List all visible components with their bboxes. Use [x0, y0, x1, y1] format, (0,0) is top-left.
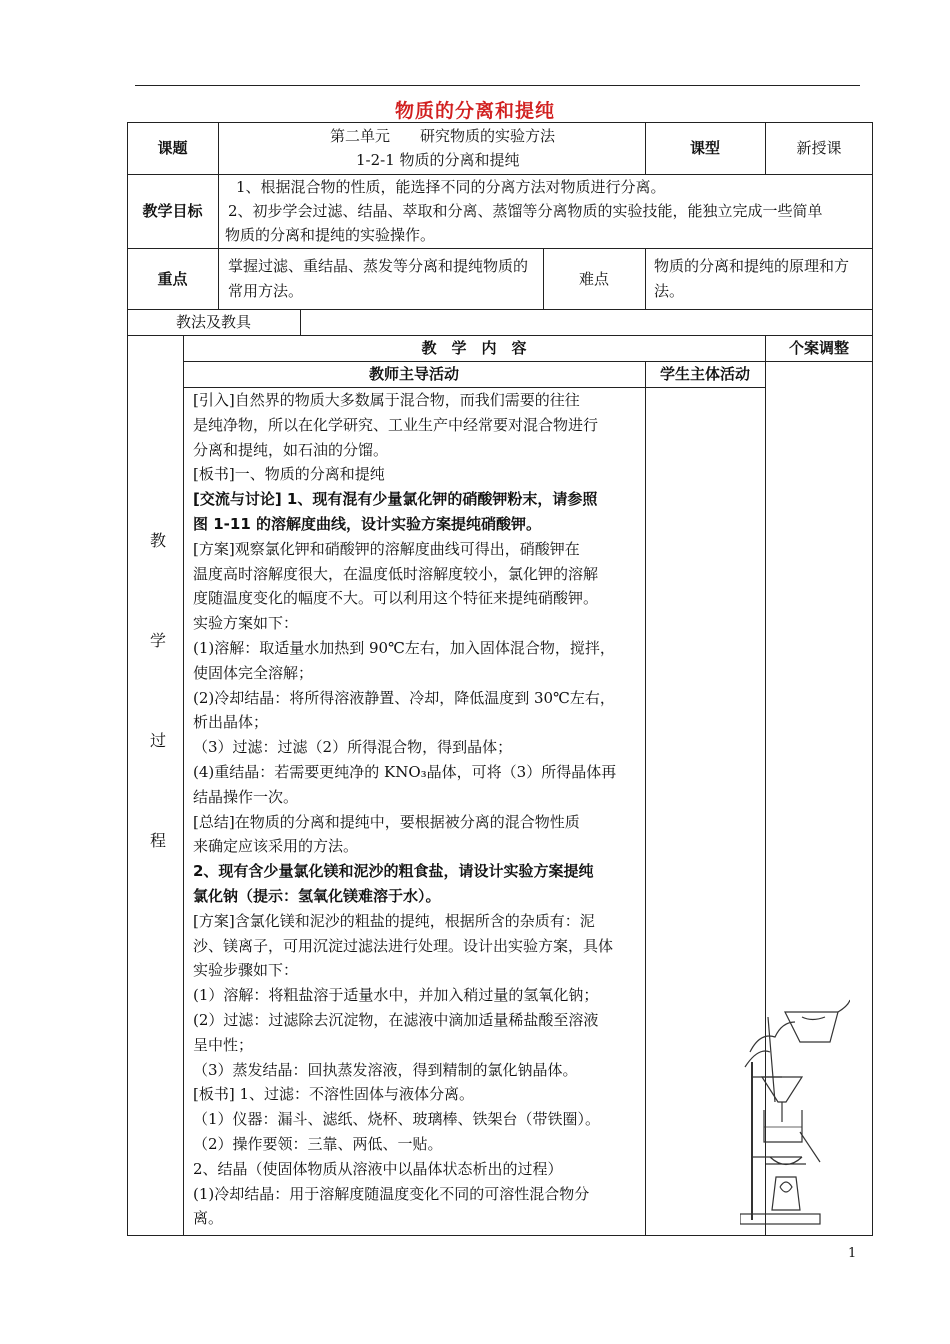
content-line: (2)冷却结晶：将所得溶液静置、冷却，降低温度到 30℃左右， [193, 688, 615, 707]
content-line: (1)冷却结晶：用于溶解度随温度变化不同的可溶性混合物分 [193, 1184, 590, 1203]
key-point-label: 重点 [157, 269, 188, 288]
content-line: （3）过滤：过滤（2）所得混合物，得到晶体； [193, 738, 513, 757]
difficulty-label: 难点 [578, 269, 609, 288]
content-line: (4)重结晶：若需要更纯净的 KNO₃晶体，可将（3）所得晶体再 [193, 762, 617, 781]
content-line: 沙、镁离子，可用沉淀过滤法进行处理。设计出实验方案，具体 [193, 936, 614, 955]
objective-line-1: 1、根据混合物的性质，能选择不同的分离方法对物质进行分离。 [236, 178, 666, 196]
content-line: [方案]含氯化镁和泥沙的粗盐的提纯，根据所含的杂质有：泥 [193, 911, 595, 930]
content-line: 分离和提纯，如石油的分馏。 [193, 440, 389, 459]
header-rule [135, 85, 860, 86]
adjust-header: 个案调整 [788, 339, 849, 357]
content-line: 结晶操作一次。 [193, 787, 299, 806]
content-line: 离。 [193, 1209, 224, 1228]
difficulty-text: 物质的分离和提纯的原理和方法。 [654, 257, 850, 300]
topic-label: 课题 [157, 139, 188, 157]
topic-line-1: 第二单元 研究物质的实验方法 [330, 127, 556, 145]
process-label-char-1: 教 [149, 531, 166, 550]
process-label-char-4: 程 [149, 831, 166, 850]
methods-label: 教法及教具 [175, 313, 251, 331]
content-line: （2）操作要领：三靠、两低、一贴。 [193, 1134, 443, 1153]
content-line: [总结]在物质的分离和提纯中，要根据被分离的混合物性质 [193, 812, 580, 831]
content-line: [引入]自然界的物质大多数属于混合物，而我们需要的往往 [193, 391, 580, 409]
content-line: [板书]一、物质的分离和提纯 [193, 465, 385, 484]
process-label-char-3: 过 [149, 731, 166, 750]
content-line: 2、结晶（使固体物质从溶液中以晶体状态析出的过程） [193, 1159, 563, 1178]
content-line: [方案]观察氯化钾和硝酸钾的溶解度曲线可得出，硝酸钾在 [193, 539, 580, 558]
content-line: (1)溶解：取适量水加热到 90℃左右，加入固体混合物，搅拌， [193, 638, 615, 657]
content-line: [板书] 1、过滤：不溶性固体与液体分离。 [193, 1085, 475, 1104]
lab-apparatus-illustration [740, 992, 850, 1232]
objective-line-3: 物质的分离和提纯的实验操作。 [225, 226, 436, 244]
page-number: 1 [848, 1246, 857, 1261]
key-point-text: 掌握过滤、重结晶、蒸发等分离和提纯物质的常用方法。 [228, 257, 529, 300]
objectives-label: 教学目标 [142, 202, 203, 220]
lesson-type-value: 新授课 [796, 139, 842, 157]
objective-line-2: 2、初步学会过滤、结晶、萃取和分离、蒸馏等分离物质的实验技能，能独立完成一些简单 [228, 202, 823, 220]
document-title: 物质的分离和提纯 [394, 100, 555, 122]
content-line: 实验步骤如下： [193, 961, 299, 980]
content-line: 实验方案如下： [193, 614, 299, 633]
content-line: 是纯净物，所以在化学研究、工业生产中经常要对混合物进行 [193, 415, 599, 434]
content-line: 温度高时溶解度很大，在温度低时溶解度较小，氯化钾的溶解 [193, 564, 599, 583]
content-line: 度随温度变化的幅度不大。可以利用这个特征来提纯硝酸钾。 [193, 589, 599, 608]
content-line: （1）仪器：漏斗、滤纸、烧杯、玻璃棒、铁架台（带铁圈）。 [193, 1110, 601, 1129]
content-header: 教 学 内 容 [421, 339, 527, 357]
topic-line-2: 1-2-1 物质的分离和提纯 [356, 151, 520, 169]
content-line: (2）过滤：过滤除去沉淀物，在滤液中滴加适量稀盐酸至溶液 [193, 1010, 599, 1029]
student-activity-header: 学生主体活动 [659, 365, 750, 383]
content-line: 氯化钠（提示：氢氧化镁难溶于水）。 [193, 886, 441, 905]
content-line: (1）溶解：将粗盐溶于适量水中，并加入稍过量的氢氧化钠； [193, 986, 599, 1005]
content-line: （3）蒸发结晶：回执蒸发溶液，得到精制的氯化钠晶体。 [193, 1060, 578, 1079]
content-line: 来确定应该采用的方法。 [193, 837, 359, 856]
content-line: 析出晶体； [193, 713, 269, 732]
content-line: 呈中性； [193, 1035, 254, 1054]
teacher-activity-content [193, 388, 643, 1231]
lesson-type-label: 课型 [689, 139, 720, 157]
content-line: 使固体完全溶解； [193, 663, 314, 682]
content-line: 图 1-11 的溶解度曲线，设计实验方案提纯硝酸钾。 [193, 514, 541, 533]
teacher-activity-header: 教师主导活动 [368, 365, 459, 383]
methods-value [305, 309, 865, 335]
content-line: [交流与讨论] 1、现有混有少量氯化钾的硝酸钾粉末，请参照 [193, 490, 598, 509]
process-label-char-2: 学 [149, 631, 166, 650]
content-line: 2、现有含少量氯化镁和泥沙的粗食盐，请设计实验方案提纯 [193, 862, 594, 881]
